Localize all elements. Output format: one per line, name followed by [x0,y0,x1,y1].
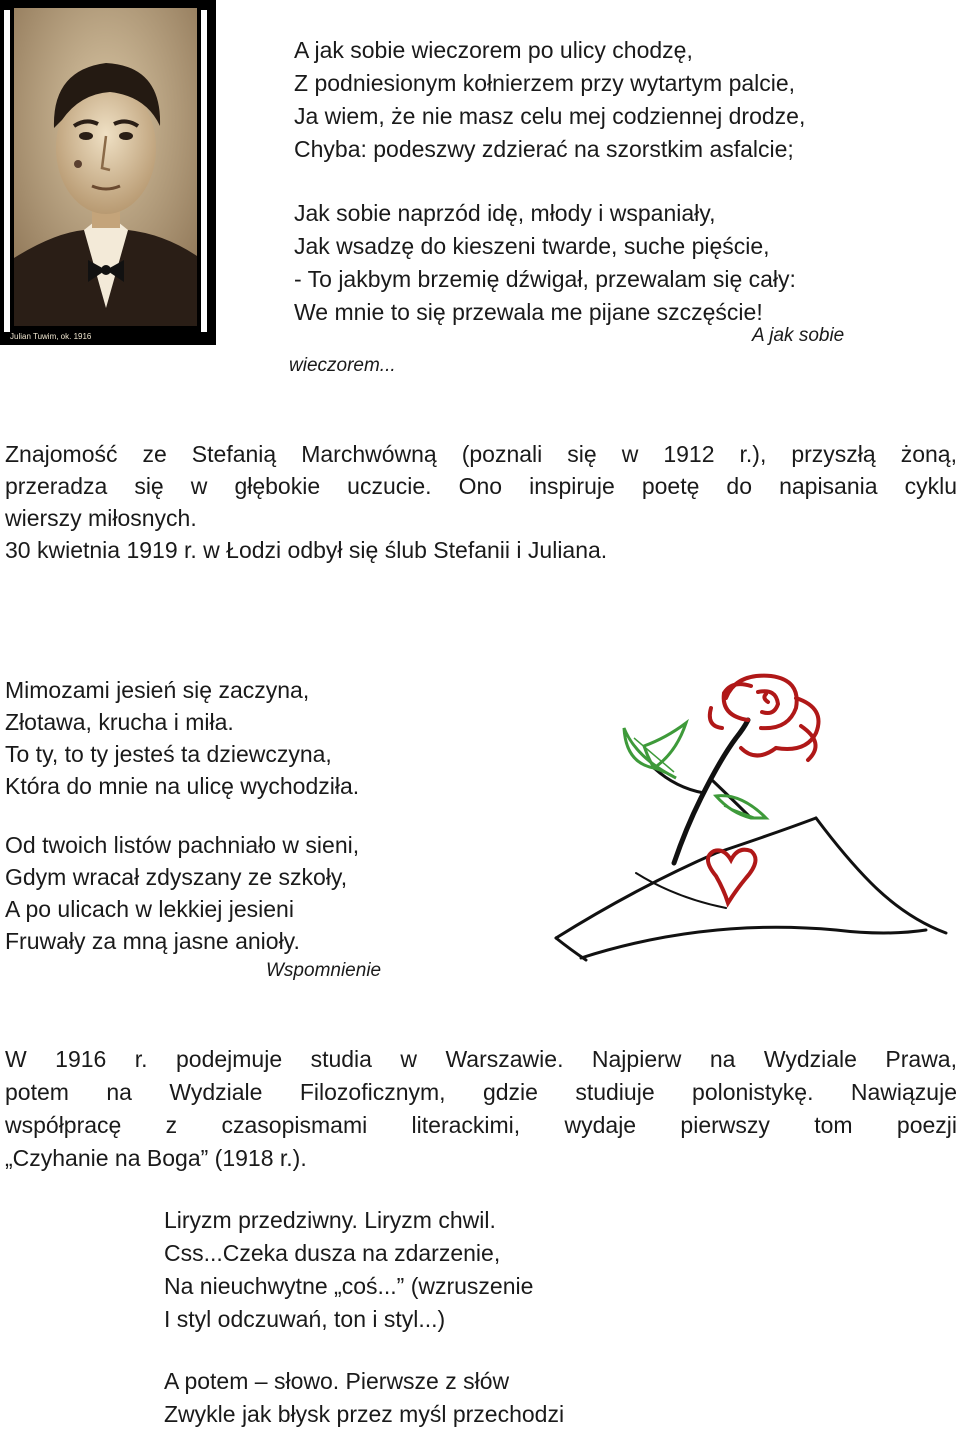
poem-line: We mnie to się przewala me pijane szczęście! [294,299,763,325]
poem2-title: Wspomnienie [266,960,382,981]
poem-line: A po ulicach w lekkiej jesieni [5,896,294,922]
poem-line: Css...Czeka dusza na zdarzenie, [164,1240,501,1266]
portrait-image [14,8,197,326]
letter-right-edge [816,818,946,933]
letter-bottom-edge [581,927,926,958]
leaf-left-upper [644,723,686,768]
poem1-title-part2: wieczorem... [289,355,396,376]
poem-line: Fruwały za mną jasne anioły. [5,928,300,954]
poem-line: Liryzm przedziwny. Liryzm chwil. [164,1207,496,1233]
bio-line: współpracę z czasopismami literackimi, wydaje pierwszy tom poezji [5,1112,957,1138]
poem-line: - To jakbym brzemię dźwigał, przewalam się cały: [294,266,796,292]
poem-line: Gdym wracał zdyszany ze szkoły, [5,864,348,890]
poem-line: I styl odczuwań, ton i styl...) [164,1306,446,1332]
photo-caption: Julian Tuwim, ok. 1916 [10,332,92,341]
portrait-illustration [14,8,197,326]
rose-stem [674,720,748,863]
poem-line: A jak sobie wieczorem po ulicy chodzę, [294,37,693,63]
biography-marriage [5,438,957,566]
poem-line: Która do mnie na ulicę wychodziła. [5,773,360,799]
poem-line: To ty, to ty jesteś ta dziewczyna, [5,741,332,767]
poem-line: Chyba: podeszwy zdzierać na szorstkim asfalcie; [294,136,794,162]
letter-corner [556,938,586,960]
photo-frame-edge-right [201,10,207,332]
rose-drawing [526,668,960,998]
biography-studies [5,1043,957,1175]
heart-icon [708,850,756,903]
poem-line: Złotawa, krucha i miła. [5,709,234,735]
poem-line: Na nieuchwytne „coś...” (wzruszenie [164,1273,534,1299]
bio-line: „Czyhanie na Boga” (1918 r.). [5,1145,307,1171]
rose-bloom [710,676,819,760]
rose-illustration [526,668,960,998]
bio-line: przeradza się w głębokie uczucie. Ono inspiruje poetę do napisania cyklu [5,473,957,499]
bio-line: wierszy miłosnych. [5,505,197,531]
bio-line: Znajomość ze Stefanią Marchwówną (poznali się w 1912 r.), przyszłą żoną, [5,441,957,467]
poem1-title-part1: A jak sobie [752,325,845,346]
poem-line: A potem – słowo. Pierwsze z słów [164,1368,510,1394]
poem-liryzm [164,1204,764,1434]
bio-date-line: 30 kwietnia 1919 r. w Łodzi odbył się ślub Stefanii i Juliana. [5,537,608,563]
bio-line: potem na Wydziale Filozoficznym, gdzie studiuje polonistykę. Nawiązuje [5,1079,957,1105]
poem-line: Jak sobie naprzód idę, młody i wspaniały, [294,200,716,226]
poem-line: Mimozami jesień się zaczyna, [5,677,310,703]
letter-fold [636,873,726,908]
poem-line: Jak wsadzę do kieszeni twarde, suche pięście, [294,233,770,259]
photo-frame-edge-left [4,10,10,332]
poem-wspomnienie [5,674,525,994]
portrait-photo [0,0,216,345]
poem-line: Z podniesionym kołnierzem przy wytartym palcie, [294,70,796,96]
bio-line: W 1916 r. podejmuje studia w Warszawie. Najpierw na Wydziale Prawa, [5,1046,957,1072]
poem-line: Ja wiem, że nie masz celu mej codziennej drodze, [294,103,806,129]
poem-a-jak-sobie-wieczorem [294,34,934,334]
poem-line: Zwykle jak błysk przez myśl przechodzi [164,1401,565,1427]
poem-line: Od twoich listów pachniało w sieni, [5,832,360,858]
